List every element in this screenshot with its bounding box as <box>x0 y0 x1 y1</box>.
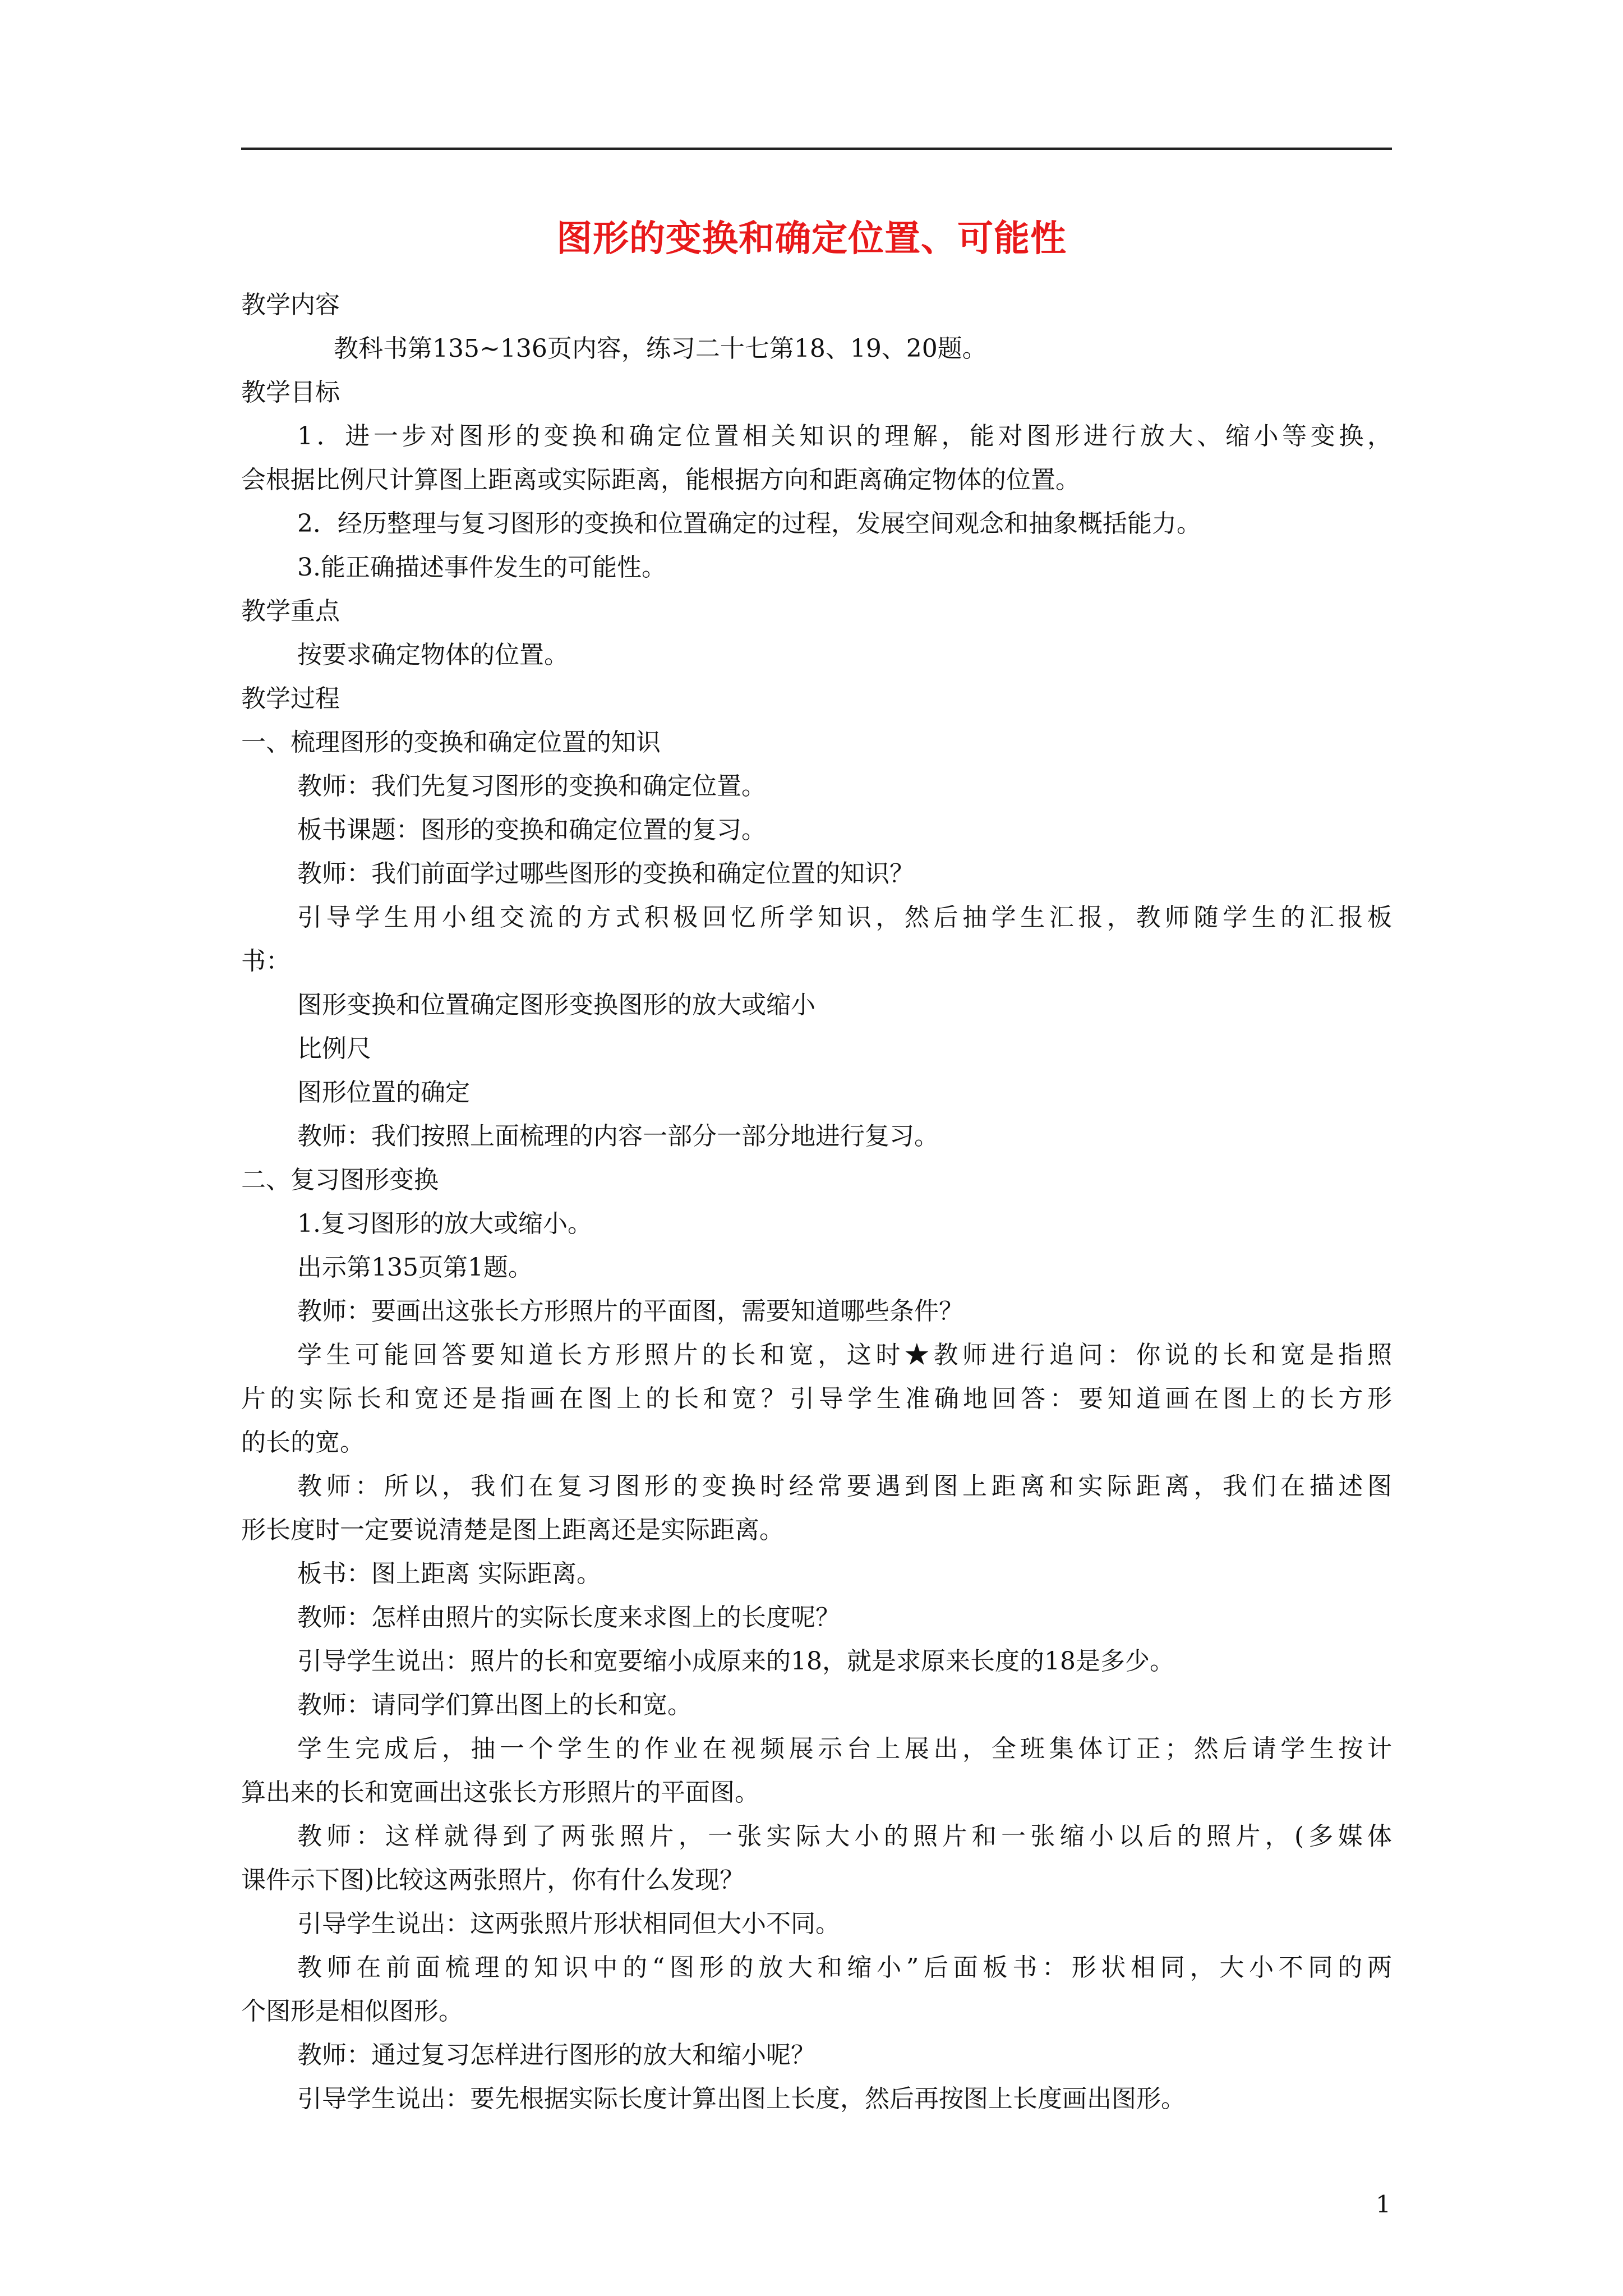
section-heading: 教学内容 <box>241 291 340 319</box>
paragraph-line: 引导学生说出：要先根据实际长度计算出图上长度，然后再按图上长度画出图形。 <box>297 2085 1186 2113</box>
paragraph-line: 图形位置的确定 <box>297 1078 470 1107</box>
paragraph-line: 教师：我们按照上面梳理的内容一部分一部分地进行复习。 <box>297 1122 939 1151</box>
paragraph-line: 个图形是相似图形。 <box>241 1997 463 2026</box>
paragraph-line: 出示第135页第1题。 <box>297 1253 533 1282</box>
header-rule <box>241 148 1392 150</box>
paragraph-line: 引导学生说出：这两张照片形状相同但大小不同。 <box>297 1910 840 1938</box>
paragraph-line: 书： <box>241 947 291 976</box>
paragraph-line: 教师：所以，我们在复习图形的变换时经常要遇到图上距离和实际距离，我们在描述图 <box>297 1472 1392 1501</box>
paragraph-line: 按要求确定物体的位置。 <box>297 641 569 669</box>
document-title: 图形的变换和确定位置、可能性 <box>556 218 1067 260</box>
paragraph-line: 教师在前面梳理的知识中的“图形的放大和缩小”后面板书：形状相同，大小不同的两 <box>297 1953 1392 1982</box>
paragraph-line: 教师：请同学们算出图上的长和宽。 <box>297 1691 692 1719</box>
paragraph-line: 的长的宽。 <box>241 1428 365 1457</box>
section-heading: 教学过程 <box>241 684 340 713</box>
paragraph-line: 2．经历整理与复习图形的变换和位置确定的过程，发展空间观念和抽象概括能力。 <box>297 509 1201 538</box>
paragraph-line: 教师：怎样由照片的实际长度来求图上的长度呢？ <box>297 1603 840 1632</box>
document-body <box>241 283 1392 2121</box>
paragraph-line: 图形变换和位置确定图形变换图形的放大或缩小 <box>297 991 815 1019</box>
paragraph-line: 片的实际长和宽还是指画在图上的长和宽？引导学生准确地回答：要知道画在图上的长方形 <box>241 1384 1392 1413</box>
section-heading: 教学重点 <box>241 597 340 625</box>
paragraph-line: 1.复习图形的放大或缩小。 <box>297 1209 592 1238</box>
paragraph-line: 课件示下图)比较这两张照片，你有什么发现？ <box>241 1866 745 1894</box>
paragraph-line: 学生完成后，抽一个学生的作业在视频展示台上展出，全班集体订正；然后请学生按计 <box>297 1734 1392 1763</box>
section-heading: 一、梳理图形的变换和确定位置的知识 <box>241 728 661 757</box>
paragraph-line: 教师：要画出这张长方形照片的平面图，需要知道哪些条件？ <box>297 1297 963 1326</box>
paragraph-line: 算出来的长和宽画出这张长方形照片的平面图。 <box>241 1778 759 1807</box>
paragraph-line: 3.能正确描述事件发生的可能性。 <box>297 553 666 582</box>
paragraph-line: 会根据比例尺计算图上距离或实际距离，能根据方向和距离确定物体的位置。 <box>241 466 1080 494</box>
paragraph-line: 引导学生说出：照片的长和宽要缩小成原来的18，就是求原来长度的18是多少。 <box>297 1647 1174 1676</box>
paragraph-line: 教师：通过复习怎样进行图形的放大和缩小呢？ <box>297 2041 815 2069</box>
page-number: 1 <box>1376 2191 1391 2218</box>
paragraph-line: 形长度时一定要说清楚是图上距离还是实际距离。 <box>241 1516 784 1544</box>
paragraph-line: 比例尺 <box>297 1034 371 1063</box>
paragraph-line: 1．进一步对图形的变换和确定位置相关知识的理解，能对图形进行放大、缩小等变换， <box>297 422 1392 450</box>
paragraph-line: 教师：我们先复习图形的变换和确定位置。 <box>297 772 766 800</box>
paragraph-line: 教师：我们前面学过哪些图形的变换和确定位置的知识？ <box>297 859 914 888</box>
paragraph-line: 板书：图上距离 实际距离。 <box>297 1559 601 1588</box>
section-heading: 二、复习图形变换 <box>241 1166 439 1194</box>
paragraph-line: 板书课题：图形的变换和确定位置的复习。 <box>297 816 766 844</box>
section-heading: 教学目标 <box>241 378 340 407</box>
paragraph-line: 教师：这样就得到了两张照片，一张实际大小的照片和一张缩小以后的照片，(多媒体 <box>297 1822 1392 1851</box>
paragraph-line: 引导学生用小组交流的方式积极回忆所学知识，然后抽学生汇报，教师随学生的汇报板 <box>297 903 1392 932</box>
paragraph-line: 教科书第135~136页内容，练习二十七第18、19、20题。 <box>334 334 987 363</box>
paragraph-line: 学生可能回答要知道长方形照片的长和宽，这时★教师进行追问：你说的长和宽是指照 <box>297 1341 1392 1369</box>
